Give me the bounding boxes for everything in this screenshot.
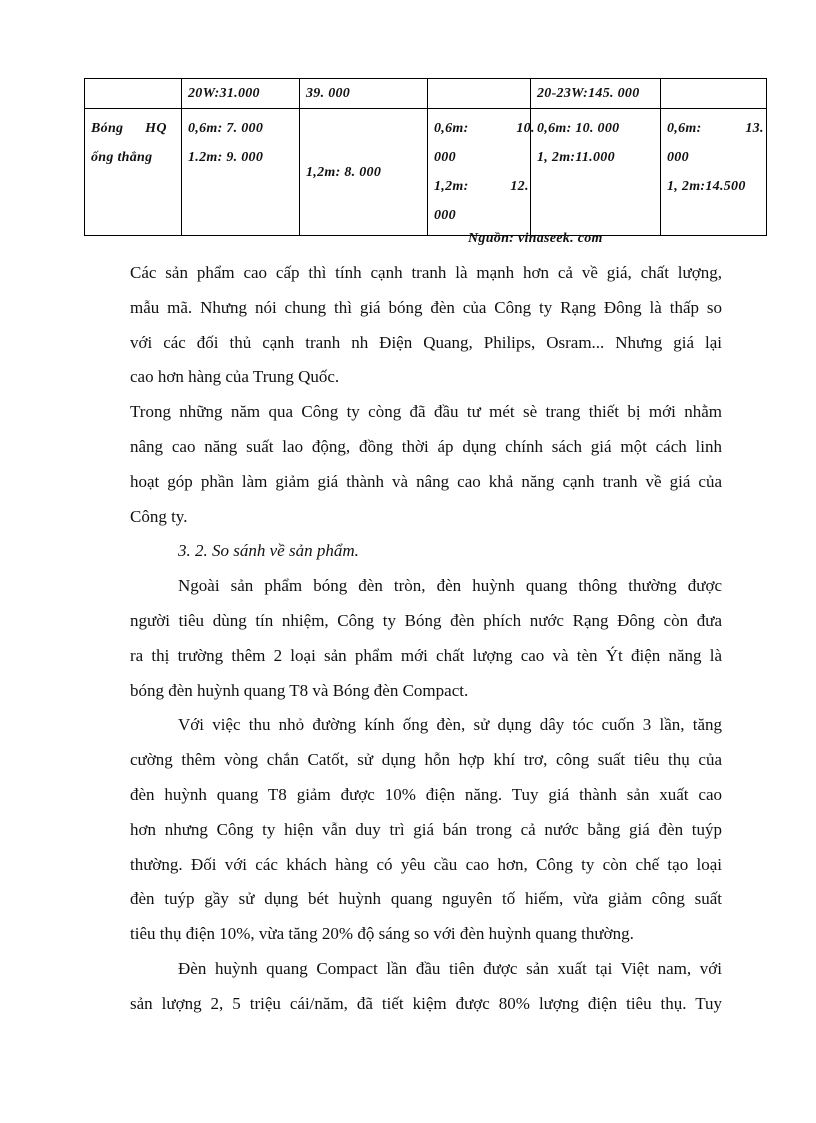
text-line: Ngoài sản phẩm bóng đèn tròn, đèn huỳnh quang thông thường được — [178, 576, 722, 596]
text-line: cao hơn hàng của Trung Quốc. — [130, 367, 340, 387]
text-line: mẫu mã. Nhưng nói chung thì giá bóng đèn của Công ty Rạng Đông là thấp so — [130, 297, 722, 317]
cell-line: 000 — [434, 150, 456, 165]
text-line: Trong những năm qua Công ty còng đã đầu tư mét sè trang thiết bị mới nhằm — [130, 402, 722, 422]
cell-line: 0,6m: 13. — [667, 121, 764, 136]
table-cell — [182, 109, 300, 236]
text-line: hoạt góp phần làm giảm giá thành và nâng cao khả năng cạnh tranh về giá của — [130, 471, 722, 491]
table-row — [85, 109, 767, 236]
text-line: Công ty. — [130, 506, 188, 526]
cell-line: 0,6m: 10. 000 — [537, 121, 620, 136]
cell-line: 1,2m: 12. — [434, 179, 529, 194]
text-line: ra thị trường thêm 2 loại sản phẩm mới chất lượng cao và tèn Ýt điện năng là — [130, 645, 722, 665]
text-line: tiêu thụ điện 10%, vừa tăng 20% độ sáng so với đèn huỳnh quang thường. — [130, 924, 634, 944]
text-line: nâng cao năng suất lao động, đồng thời áp dụng chính sách giá một cách linh — [130, 436, 722, 456]
cell-line: 1.2m: 9. 000 — [188, 150, 264, 165]
paragraph — [130, 395, 722, 534]
table-cell — [661, 79, 767, 109]
text-line: bóng đèn huỳnh quang T8 và Bóng đèn Compact. — [130, 680, 469, 700]
text-line: Với việc thu nhỏ đường kính ống đèn, sử dụng dây tóc cuốn 3 lần, tăng — [178, 715, 722, 735]
text-line: Đèn huỳnh quang Compact lần đầu tiên được sản xuất tại Việt nam, với — [178, 958, 722, 978]
text-line: sản lượng 2, 5 triệu cái/năm, đã tiết kiệm được 80% lượng điện tiêu thụ. Tuy — [130, 993, 722, 1013]
table-cell: 39. 000 — [300, 79, 428, 109]
cell-line: 0,6m: 7. 000 — [188, 121, 264, 136]
text-line: cường thêm vòng chắn Catốt, sử dụng hỗn hợp khí trơ, công suất tiêu thụ của — [130, 750, 722, 770]
cell-line: 000 — [667, 150, 689, 165]
paragraph — [130, 569, 722, 708]
section-heading: 3. 2. So sánh về sản phẩm. — [178, 541, 359, 561]
table-row — [85, 79, 767, 109]
product-name-cell — [85, 109, 182, 236]
text-line: người tiêu dùng tín nhiệm, Công ty Bóng đèn phích nước Rạng Đông còn đưa — [130, 610, 722, 630]
table-cell — [85, 79, 182, 109]
cell-line: 0,6m: 10. — [434, 121, 535, 136]
price-comparison-table — [84, 78, 767, 236]
text-line: Các sản phẩm cao cấp thì tính cạnh tranh là mạnh hơn cả về giá, chất lượng, — [130, 263, 722, 282]
cell-line: 1, 2m:11.000 — [537, 150, 615, 165]
paragraph — [130, 708, 722, 952]
paragraph — [130, 952, 722, 1022]
cell-line: 000 — [434, 208, 456, 223]
table-cell: 20W:31.000 — [182, 79, 300, 109]
text-line: với các đối thủ cạnh tranh nh Điện Quang, Philips, Osram... Nhưng giá lại — [130, 332, 722, 352]
cell-line: Bóng HQ — [91, 121, 167, 136]
table-source-note: Nguồn: vinaseek. com — [468, 231, 603, 246]
table-cell — [531, 109, 661, 236]
paragraph — [130, 256, 722, 395]
cell-line: 1, 2m:14.500 — [667, 179, 746, 194]
table-cell — [661, 109, 767, 236]
table-cell — [428, 79, 531, 109]
table-cell: 20-23W:145. 000 — [531, 79, 661, 109]
text-line: đèn tuýp gầy sử dụng bét huỳnh quang nguyên tố hiếm, vừa giảm công suất — [130, 889, 722, 909]
text-line: đèn huỳnh quang T8 giảm được 10% điện năng. Tuy giá thành sản xuất cao — [130, 784, 722, 804]
text-line: hơn nhưng Công ty hiện vẫn duy trì giá bán trong cả nước bằng giá đèn tuýp — [130, 819, 722, 839]
cell-line: ống thẳng — [91, 150, 153, 165]
table-cell — [428, 109, 535, 236]
text-line: thường. Đối với các khách hàng có yêu cầu cao hơn, Công ty còn chế tạo loại — [130, 854, 722, 874]
table-cell: 1,2m: 8. 000 — [300, 109, 428, 236]
document-body — [130, 256, 722, 1022]
